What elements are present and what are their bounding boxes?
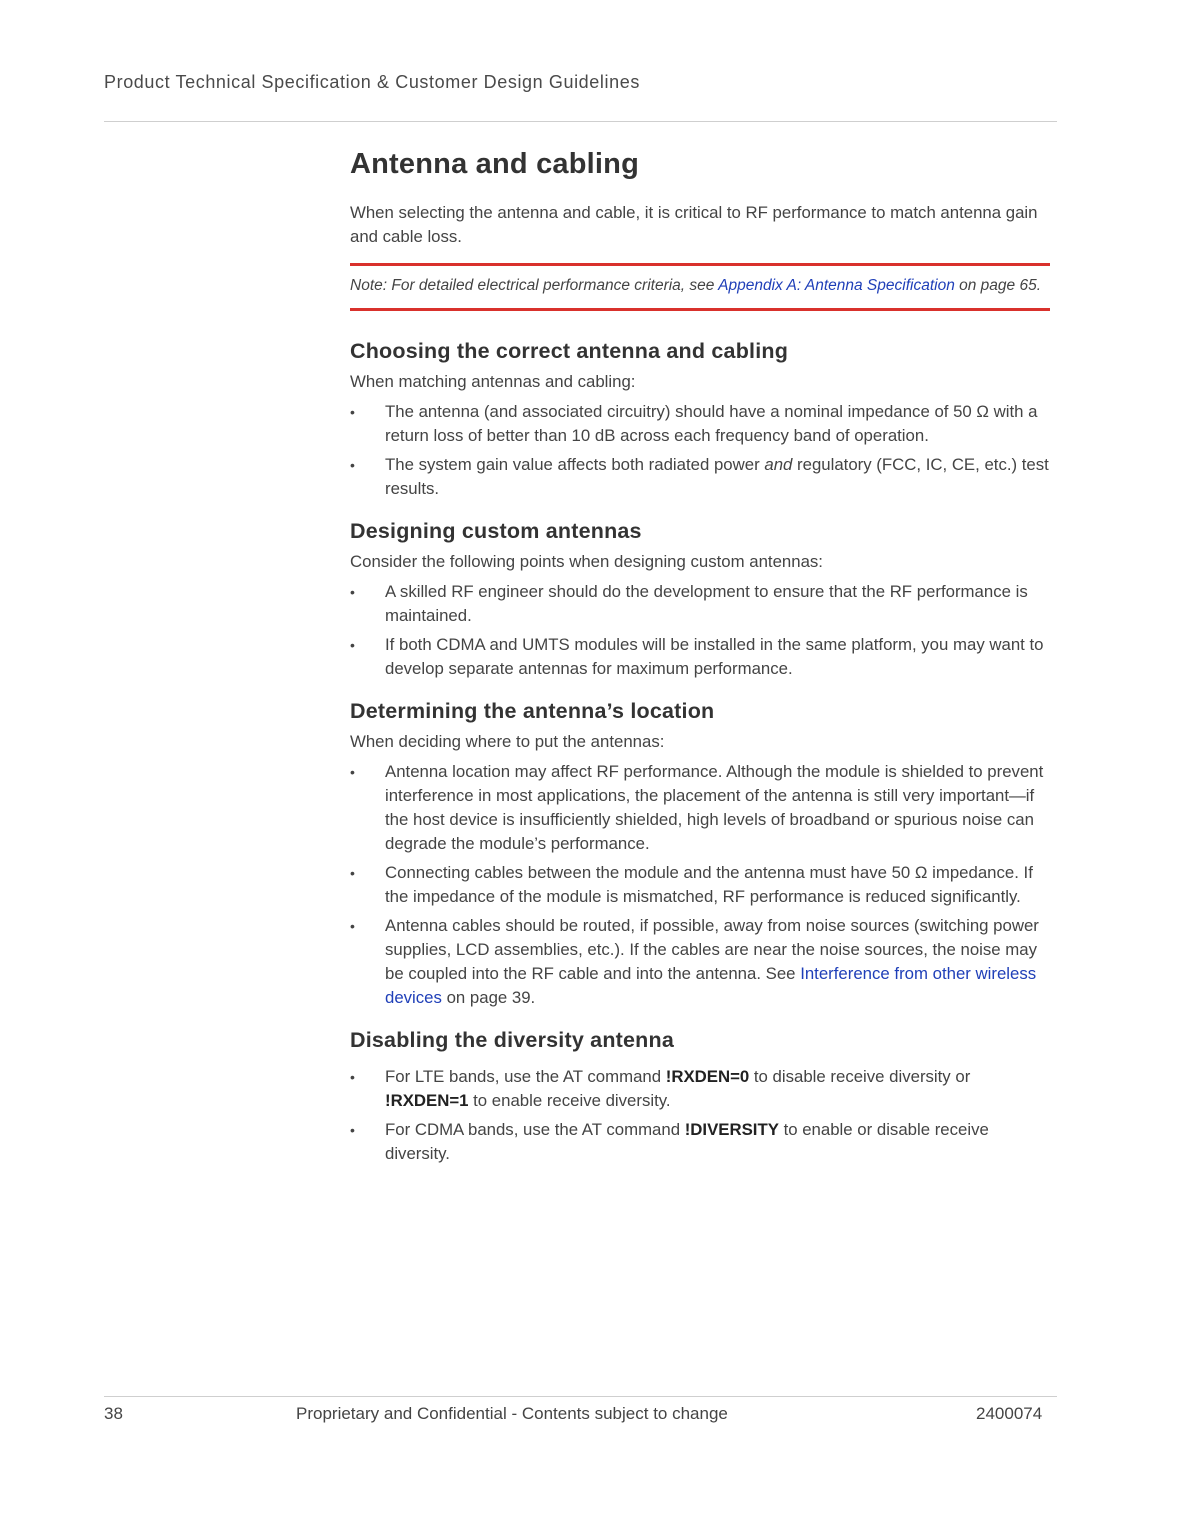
appendix-a-link[interactable]: Appendix A: Antenna Specification: [718, 277, 955, 294]
bullet-icon: •: [350, 918, 355, 934]
list-item: [350, 453, 1050, 501]
bullet-icon: •: [350, 404, 355, 420]
note-prefix: Note: For detailed electrical performance criteria, see: [350, 277, 719, 294]
bullet-icon: •: [350, 457, 355, 473]
list-item-text: For LTE bands, use the AT command: [385, 1067, 666, 1086]
bullet-icon: •: [350, 764, 355, 780]
list-item-text: The system gain value affects both radiated power: [385, 455, 765, 474]
bullet-list-location: [350, 760, 1050, 1010]
list-item: [350, 400, 1050, 448]
bullet-list-designing: [350, 580, 1050, 681]
list-item: [350, 580, 1050, 628]
section-title-choosing: Choosing the correct antenna and cabling: [350, 339, 789, 363]
document-number: 2400074: [976, 1404, 1043, 1423]
bullet-icon: •: [350, 1122, 355, 1138]
list-item-text: Connecting cables between the module and the antenna must have 50 Ω impedance. If the impedance of the module is mismatched, RF performance is reduced significantly.: [385, 863, 1033, 906]
list-item-text: on page 39.: [441, 988, 536, 1007]
bullet-icon: •: [350, 865, 355, 881]
page-title: Antenna and cabling: [350, 148, 639, 180]
list-item-text: regulatory (FCC, IC, CE, etc.) test results.: [385, 455, 1049, 498]
note-suffix: on page 65.: [954, 277, 1042, 294]
emphasis-text: and: [764, 455, 793, 474]
bullet-list-choosing: [350, 400, 1050, 501]
section-lead-choosing: When matching antennas and cabling:: [350, 372, 636, 391]
list-item: [350, 1118, 1050, 1166]
at-command: !RXDEN=1: [385, 1091, 469, 1110]
section-lead-location: When deciding where to put the antennas:: [350, 732, 665, 751]
list-item: [350, 633, 1050, 681]
bullet-list-diversity: [350, 1065, 1050, 1166]
footer-confidential-notice: Proprietary and Confidential - Contents subject to change: [296, 1404, 728, 1423]
at-command: !RXDEN=0: [665, 1067, 750, 1086]
list-item-text: For CDMA bands, use the AT command: [385, 1120, 685, 1139]
list-item: [350, 1065, 1050, 1113]
page-number: 38: [104, 1404, 123, 1423]
list-item: [350, 861, 1050, 909]
list-item-text: Antenna location may affect RF performance. Although the module is shielded to prevent interference in most applications, the placement of the antenna is still very important—if the host device is insufficiently shielded, high levels of broadband or spurious noise can degrade the module’s performance.: [385, 762, 1044, 853]
list-item-text: to enable or disable receive diversity.: [385, 1120, 989, 1163]
note-box: [350, 263, 1050, 311]
header-divider: [104, 121, 1057, 122]
bullet-icon: •: [350, 637, 355, 653]
footer-divider: [104, 1396, 1057, 1397]
note-text: [350, 274, 1050, 298]
section-title-diversity: Disabling the diversity antenna: [350, 1028, 674, 1052]
intro-paragraph: When selecting the antenna and cable, it is critical to RF performance to match antenna gain and cable loss.: [350, 203, 1038, 246]
section-title-designing: Designing custom antennas: [350, 519, 642, 543]
running-header: Product Technical Specification & Customer Design Guidelines: [104, 72, 640, 92]
at-command: !DIVERSITY: [684, 1120, 779, 1139]
list-item-text: to enable receive diversity.: [468, 1091, 671, 1110]
interference-link[interactable]: Interference from other wireless devices: [385, 964, 1037, 1007]
section-lead-designing: Consider the following points when designing custom antennas:: [350, 552, 823, 571]
list-item-text: If both CDMA and UMTS modules will be installed in the same platform, you may want to develop separate antennas for maximum performance.: [385, 635, 1044, 678]
section-title-location: Determining the antenna’s location: [350, 699, 715, 723]
list-item-text: A skilled RF engineer should do the development to ensure that the RF performance is maintained.: [385, 582, 1028, 625]
list-item-text: to disable receive diversity or: [749, 1067, 971, 1086]
list-item: [350, 914, 1050, 1010]
list-item-text: Antenna cables should be routed, if possible, away from noise sources (switching power supplies, LCD assemblies, etc.). If the cables are near the noise sources, the noise may be coupled into the RF cable and into the antenna. See: [385, 916, 1039, 983]
main-content: [350, 148, 1050, 1184]
list-item: [350, 760, 1050, 856]
list-item-text: The antenna (and associated circuitry) should have a nominal impedance of 50 Ω with a return loss of better than 10 dB across each frequency band of operation.: [385, 402, 1038, 445]
bullet-icon: •: [350, 1069, 355, 1085]
bullet-icon: •: [350, 584, 355, 600]
